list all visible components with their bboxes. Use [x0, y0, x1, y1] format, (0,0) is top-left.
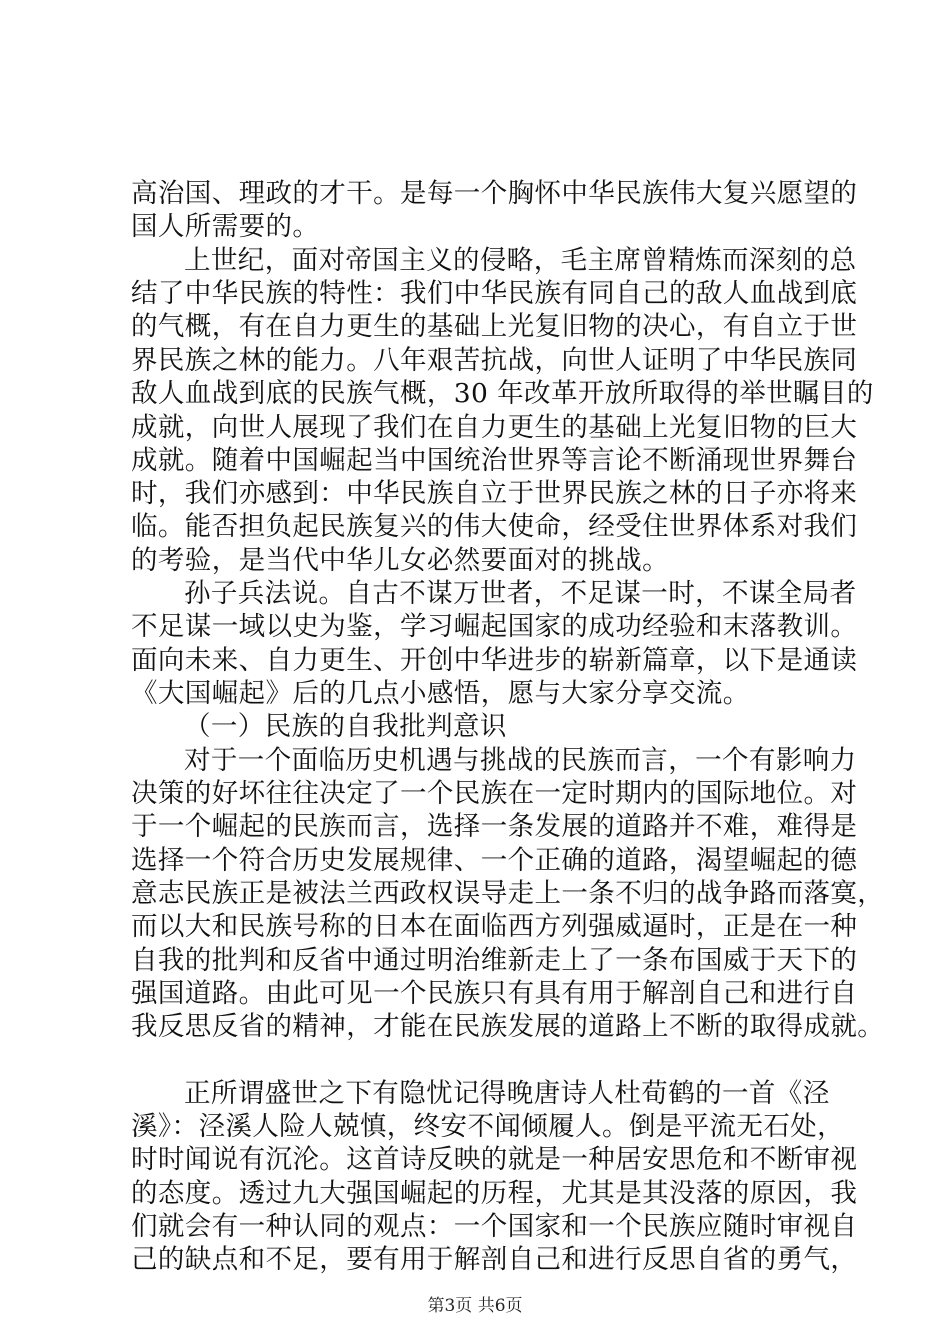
text-line: 自我的批判和反省中通过明治维新走上了一条布国威于天下的 — [131, 945, 858, 976]
text-line: 孙子兵法说。自古不谋万世者，不足谋一时，不谋全局者 — [184, 578, 857, 609]
page-number: 第3页 共6页 — [427, 1296, 523, 1316]
text-line: 而以大和民族号称的日本在面临西方列强威逼时，正是在一种 — [131, 911, 858, 942]
text-line: 的考验，是当代中华儿女必然要面对的挑战。 — [131, 545, 669, 576]
text-line: 上世纪，面对帝国主义的侵略，毛主席曾精炼而深刻的总 — [184, 245, 857, 276]
text-line: 强国道路。由此可见一个民族只有具有用于解剖自己和进行自 — [131, 978, 858, 1009]
text-line: 决策的好坏往往决定了一个民族在一定时期内的国际地位。对 — [131, 778, 858, 809]
text-line: 的气概，有在自力更生的基础上光复旧物的决心，有自立于世 — [131, 311, 858, 342]
text-line: 时时闻说有沉沦。这首诗反映的就是一种居安思危和不断审视 — [131, 1144, 858, 1175]
text-line: 面向未来、自力更生、开创中华进步的崭新篇章，以下是通读 — [131, 645, 858, 676]
text-line: 时，我们亦感到：中华民族自立于世界民族之林的日子亦将来 — [131, 478, 858, 509]
text-line: 《大国崛起》后的几点小感悟，愿与大家分享交流。 — [131, 678, 750, 709]
text-line: 临。能否担负起民族复兴的伟大使命，经受住世界体系对我们 — [131, 511, 858, 542]
text-line: 溪》：泾溪人险人兢慎，终安不闻倾履人。倒是平流无石处， — [131, 1111, 845, 1142]
text-line: 国人所需要的。 — [131, 211, 320, 242]
text-line: 敌人血战到底的民族气概，30 年改革开放所取得的举世瞩目的 — [131, 378, 874, 409]
text-line: 成就。随着中国崛起当中国统治世界等言论不断涌现世界舞台 — [131, 445, 858, 476]
text-line: 正所谓盛世之下有隐忧记得晚唐诗人杜荀鹤的一首《泾 — [184, 1078, 830, 1109]
text-line: 界民族之林的能力。八年艰苦抗战，向世人证明了中华民族同 — [131, 345, 858, 376]
text-line: 结了中华民族的特性：我们中华民族有同自己的敌人血战到底 — [131, 278, 858, 309]
text-line: 高治国、理政的才干。是每一个胸怀中华民族伟大复兴愿望的 — [131, 178, 858, 209]
text-line: 意志民族正是被法兰西政权误导走上一条不归的战争路而落寞， — [131, 878, 885, 909]
text-line: 于一个崛起的民族而言，选择一条发展的道路并不难，难得是 — [131, 811, 858, 842]
text-line: 不足谋一域以史为鉴，学习崛起国家的成功经验和末落教训。 — [131, 611, 858, 642]
text-line: 成就，向世人展现了我们在自力更生的基础上光复旧物的巨大 — [131, 412, 858, 443]
section-heading: （一）民族的自我批判意识 — [184, 711, 507, 742]
text-line: 我反思反省的精神，才能在民族发展的道路上不断的取得成就。 — [131, 1011, 885, 1042]
text-line: 己的缺点和不足，要有用于解剖自己和进行反思自省的勇气， — [131, 1244, 858, 1275]
text-line: 对于一个面临历史机遇与挑战的民族而言，一个有影响力 — [184, 745, 857, 776]
text-line: 选择一个符合历史发展规律、一个正确的道路，渴望崛起的德 — [131, 845, 858, 876]
text-line: 们就会有一种认同的观点：一个国家和一个民族应随时审视自 — [131, 1211, 858, 1242]
text-line: 的态度。透过九大强国崛起的历程，尤其是其没落的原因，我 — [131, 1178, 858, 1209]
